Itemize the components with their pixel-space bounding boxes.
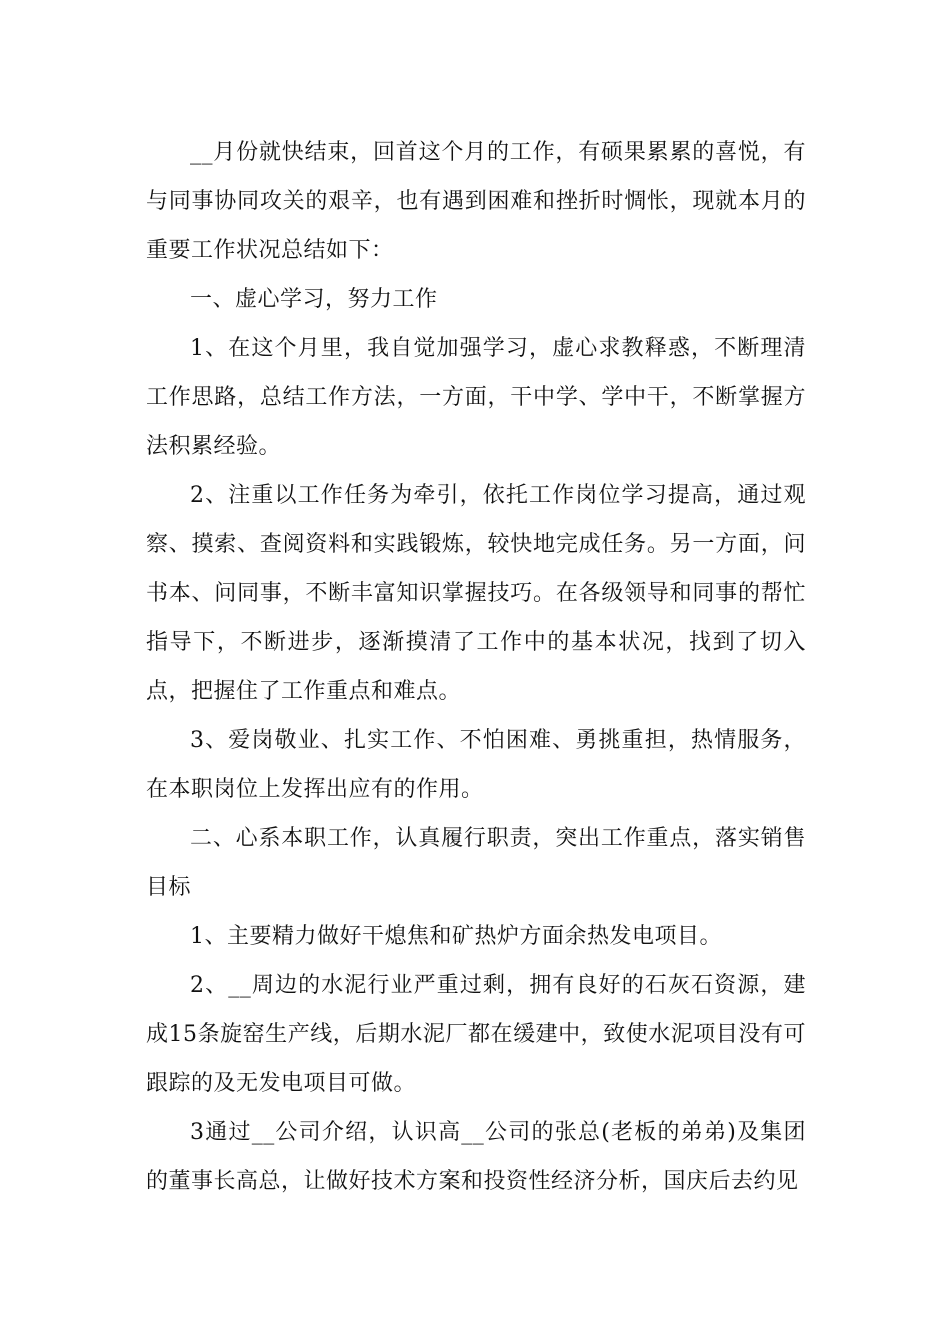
document-body	[146, 128, 806, 1206]
section-heading-2: 二、心系本职工作，认真履行职责，突出工作重点，落实销售目标	[146, 826, 806, 900]
paragraph-item-1-3: 3、爱岗敬业、扎实工作、不怕困难、勇挑重担，热情服务，在本职岗位上发挥出应有的作用。	[146, 728, 806, 802]
section-heading-1: 一、虚心学习，努力工作	[190, 287, 438, 312]
paragraph-item-1-1: 1、在这个月里，我自觉加强学习，虚心求教释惑，不断理清工作思路，总结工作方法，一方面，干中学、学中干，不断掌握方法积累经验。	[146, 336, 806, 459]
paragraph-item-1-2: 2、注重以工作任务为牵引，依托工作岗位学习提高，通过观察、摸索、查阅资料和实践锻炼，较快地完成任务。另一方面，问书本、问同事，不断丰富知识掌握技巧。在各级领导和同事的帮忙指导下，不断进步，逐渐摸清了工作中的基本状况，找到了切入点，把握住了工作重点和难点。	[146, 483, 806, 704]
intro-paragraph: __月份就快结束，回首这个月的工作，有硕果累累的喜悦，有与同事协同攻关的艰辛，也有遇到困难和挫折时惆怅，现就本月的重要工作状况总结如下：	[146, 140, 806, 263]
paragraph-item-2-3: 3通过__公司介绍，认识高__公司的张总(老板的弟弟)及集团的董事长高总，让做好技术方案和投资性经济分析，国庆后去约见	[146, 1120, 806, 1194]
paragraph-item-2-2: 2、__周边的水泥行业严重过剩，拥有良好的石灰石资源，建成15条旋窑生产线，后期水泥厂都在缓建中，致使水泥项目没有可跟踪的及无发电项目可做。	[146, 973, 806, 1096]
paragraph-item-2-1: 1、主要精力做好干熄焦和矿热炉方面余热发电项目。	[190, 924, 722, 949]
